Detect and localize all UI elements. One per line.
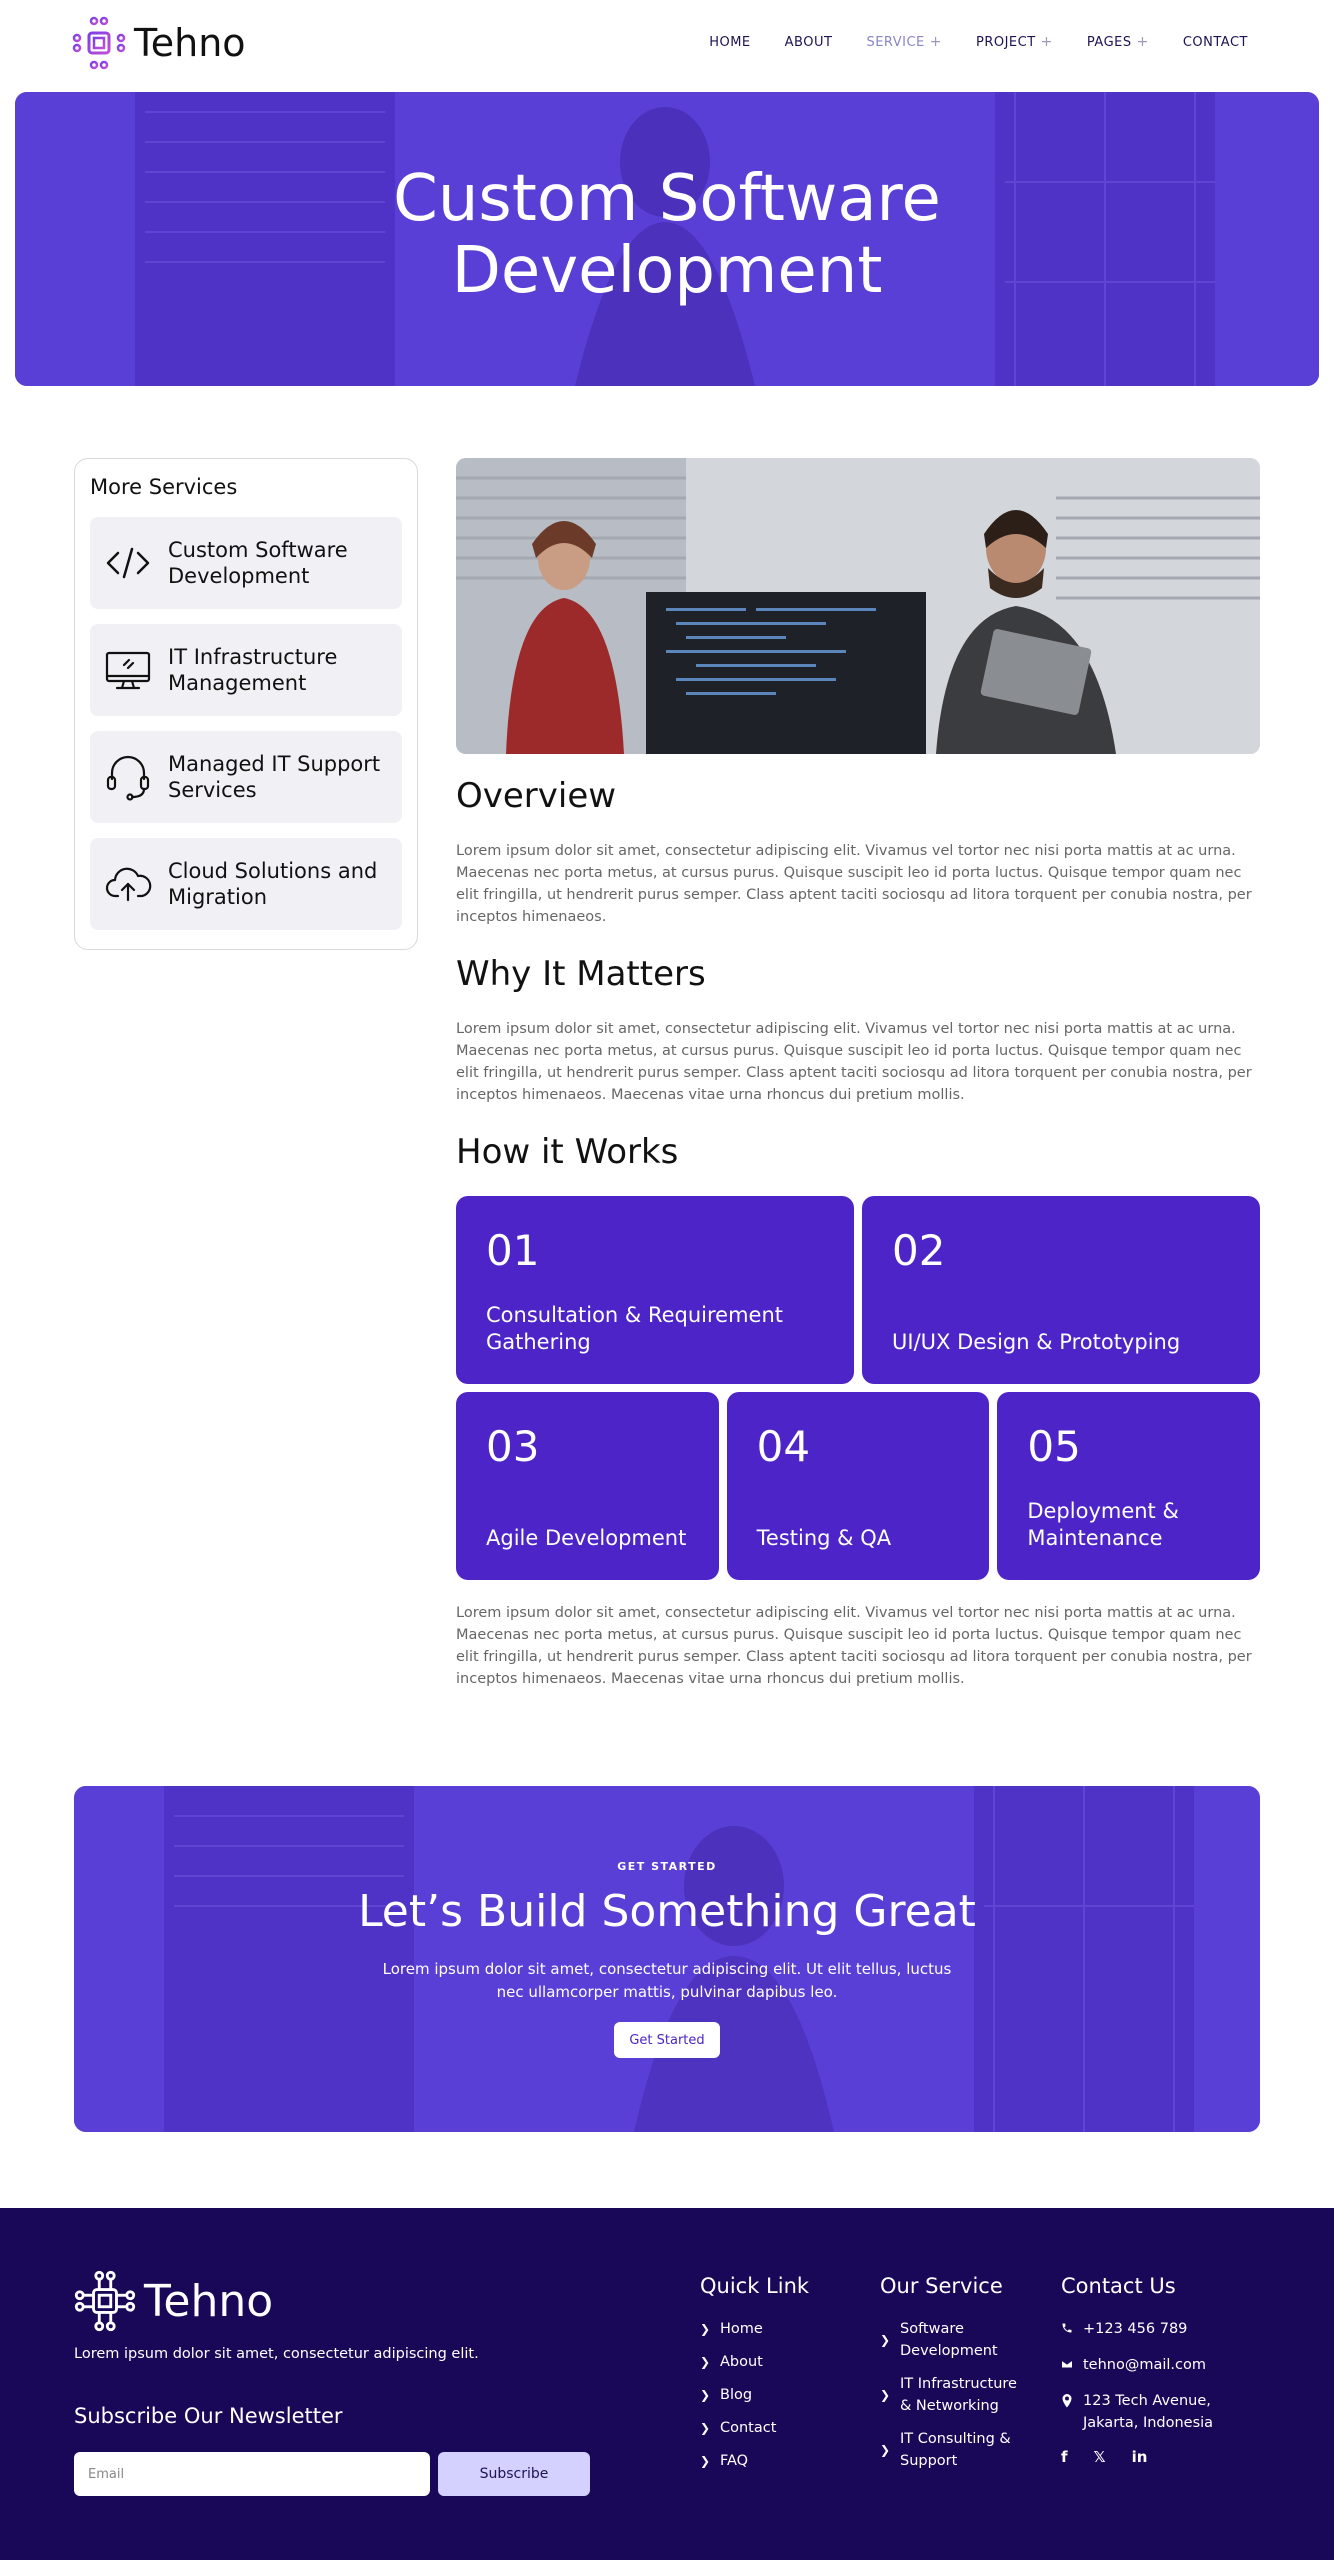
team-photo-image — [456, 458, 1260, 754]
site-footer — [0, 2208, 1334, 2560]
logo-text: Tehno — [134, 21, 246, 65]
chevron-right-icon: ❯ — [700, 2355, 711, 2369]
footer-logo[interactable] — [74, 2270, 273, 2332]
quick-link-contact[interactable] — [700, 2417, 860, 2439]
quick-link-blog[interactable] — [700, 2384, 860, 2406]
nav-project[interactable] — [976, 34, 1053, 50]
monitor-icon — [104, 646, 152, 694]
nav-home-label: HOME — [709, 34, 751, 50]
link-label: FAQ — [720, 2453, 749, 2469]
location-pin-icon — [1061, 2394, 1073, 2408]
address-text: 123 Tech Avenue, Jakarta, Indonesia — [1083, 2393, 1214, 2431]
newsletter-title: Subscribe Our Newsletter — [74, 2404, 343, 2428]
contact-phone[interactable] — [1061, 2318, 1251, 2340]
x-icon[interactable]: 𝕏 — [1093, 2448, 1106, 2466]
page-hero — [15, 92, 1319, 386]
quick-link-about[interactable] — [700, 2351, 860, 2373]
email-text: tehno@mail.com — [1083, 2357, 1207, 2373]
link-label: IT Infrastructure & Networking — [900, 2376, 1017, 2414]
steps-row-2 — [456, 1392, 1260, 1580]
overview-heading: Overview — [456, 776, 617, 816]
quick-links-column — [700, 2274, 860, 2483]
step-card — [997, 1392, 1260, 1580]
quick-link-faq[interactable] — [700, 2450, 860, 2472]
our-service-column — [880, 2274, 1030, 2483]
nav-home[interactable] — [709, 34, 750, 50]
step-label: UI/UX Design & Prototyping — [892, 1330, 1181, 1355]
nav-about[interactable] — [785, 34, 833, 50]
link-label: About — [720, 2354, 763, 2370]
chevron-right-icon: ❯ — [880, 2388, 891, 2402]
link-label: Software Development — [900, 2321, 998, 2359]
phone-text: +123 456 789 — [1083, 2321, 1188, 2337]
nav-project-label: PROJECT — [975, 34, 1036, 50]
more-services-panel — [74, 458, 418, 950]
code-icon — [104, 539, 152, 587]
step-card — [727, 1392, 990, 1580]
facebook-icon[interactable]: f — [1061, 2448, 1068, 2466]
subscribe-button[interactable]: Subscribe — [438, 2452, 590, 2496]
sidebar-item-label: Custom Software Development — [168, 537, 348, 588]
service-link-infrastructure[interactable] — [880, 2373, 1030, 2417]
step-label: Testing & QA — [756, 1526, 892, 1551]
step-card — [862, 1196, 1260, 1384]
plus-icon: + — [1040, 34, 1053, 50]
get-started-button[interactable]: Get Started — [614, 2022, 720, 2058]
chip-logo-icon — [74, 2270, 136, 2332]
nav-service-label: SERVICE — [866, 34, 925, 50]
cta-banner — [74, 1786, 1260, 2132]
how-heading: How it Works — [456, 1132, 679, 1172]
cta-eyebrow: GET STARTED — [617, 1860, 717, 1873]
cta-text: Lorem ipsum dolor sit amet, consectetur adipiscing elit. Ut elit tellus, luctus nec ullamcorper mattis, pulvinar dapibus leo. — [382, 1960, 952, 2001]
closing-text: Lorem ipsum dolor sit amet, consectetur adipiscing elit. Vivamus vel tortor nec nisi porta mattis at ac urna. Maecenas nec porta metus, at cursus purus. Quisque suscipit leo id porta luctus. Quisque tempor quam nec elit fringilla, ut hendrerit purus semper. Class aptent taciti sociosqu ad litora torquent per conubia nostra, per inceptos himenaeos. Maecenas vitae urna rhoncus dui pretium mollis. — [456, 1605, 1252, 1687]
service-photo — [456, 458, 1260, 754]
step-card — [456, 1196, 854, 1384]
step-number: 01 — [486, 1226, 540, 1275]
contact-title: Contact Us — [1061, 2274, 1176, 2298]
cloud-upload-icon — [104, 860, 152, 908]
headset-icon — [104, 753, 152, 801]
nav-contact[interactable] — [1183, 34, 1248, 50]
sidebar-item-managed-it-support[interactable] — [90, 731, 402, 823]
chevron-right-icon: ❯ — [700, 2322, 711, 2336]
link-label: IT Consulting & Support — [900, 2431, 1011, 2469]
overview-text: Lorem ipsum dolor sit amet, consectetur adipiscing elit. Vivamus vel tortor nec nisi porta mattis at ac urna. Maecenas nec porta metus, at cursus purus. Quisque suscipit leo id porta luctus. Quisque tempor quam nec elit fringilla, ut hendrerit purus semper. Class aptent taciti sociosqu ad litora torquent per conubia nostra, per inceptos himenaeos. — [456, 843, 1252, 925]
link-label: Home — [720, 2321, 763, 2337]
contact-address — [1061, 2390, 1251, 2434]
step-number: 05 — [1027, 1422, 1081, 1471]
step-label: Deployment & Maintenance — [1027, 1499, 1179, 1551]
service-link-software[interactable] — [880, 2318, 1030, 2362]
more-services-title: More Services — [90, 475, 238, 499]
logo[interactable] — [72, 16, 246, 70]
contact-column — [1061, 2274, 1251, 2466]
step-label: Consultation & Requirement Gathering — [486, 1303, 784, 1355]
link-label: Contact — [720, 2420, 777, 2436]
step-number: 03 — [486, 1422, 540, 1471]
quick-link-home[interactable] — [700, 2318, 860, 2340]
sidebar-item-label: IT Infrastructure Management — [168, 644, 338, 695]
page-title — [15, 164, 1319, 307]
our-service-title: Our Service — [880, 2274, 1003, 2298]
chevron-right-icon: ❯ — [880, 2333, 891, 2347]
why-heading: Why It Matters — [456, 954, 706, 994]
service-link-consulting[interactable] — [880, 2428, 1030, 2472]
chevron-right-icon: ❯ — [700, 2421, 711, 2435]
chevron-right-icon: ❯ — [880, 2443, 891, 2457]
plus-icon: + — [1136, 34, 1149, 50]
plus-icon: + — [929, 34, 942, 50]
main-nav — [709, 34, 1248, 50]
contact-email[interactable] — [1061, 2354, 1251, 2376]
linkedin-icon[interactable]: in — [1131, 2448, 1148, 2466]
nav-service[interactable] — [866, 34, 942, 50]
chevron-right-icon: ❯ — [700, 2388, 711, 2402]
steps-row-1 — [456, 1196, 1260, 1384]
footer-logo-text: Tehno — [144, 2275, 274, 2327]
phone-icon — [1061, 2322, 1073, 2334]
mail-icon — [1061, 2358, 1073, 2370]
step-number: 02 — [892, 1226, 946, 1275]
page-title-line1: Custom Software — [393, 162, 941, 236]
step-number: 04 — [756, 1422, 811, 1471]
cta-title: Let’s Build Something Great — [358, 1886, 976, 1937]
nav-contact-label: CONTACT — [1182, 34, 1248, 50]
why-text: Lorem ipsum dolor sit amet, consectetur adipiscing elit. Vivamus vel tortor nec nisi porta mattis at ac urna. Maecenas nec porta metus, at cursus purus. Quisque suscipit leo id porta luctus. Quisque tempor quam nec elit fringilla, ut hendrerit purus semper. Class aptent taciti sociosqu ad litora torquent per conubia nostra, per inceptos himenaeos. Maecenas vitae urna rhoncus dui pretium mollis. — [456, 1021, 1252, 1103]
chevron-right-icon: ❯ — [700, 2454, 711, 2468]
link-label: Blog — [720, 2387, 753, 2403]
quick-links-title: Quick Link — [700, 2274, 810, 2298]
footer-tagline: Lorem ipsum dolor sit amet, consectetur adipiscing elit. — [74, 2346, 479, 2362]
sidebar-item-label: Managed IT Support Services — [168, 751, 381, 802]
nav-about-label: ABOUT — [784, 34, 833, 50]
sidebar-item-it-infrastructure[interactable] — [90, 624, 402, 716]
sidebar-item-label: Cloud Solutions and Migration — [168, 858, 378, 909]
chip-logo-icon — [72, 16, 126, 70]
nav-pages-label: PAGES — [1086, 34, 1132, 50]
sidebar-item-custom-software[interactable] — [90, 517, 402, 609]
newsletter-email-input[interactable]: Email — [74, 2452, 430, 2496]
site-header — [0, 0, 1334, 90]
step-label: Agile Development — [486, 1526, 687, 1551]
step-card — [456, 1392, 719, 1580]
social-links — [1061, 2448, 1251, 2466]
nav-pages[interactable] — [1087, 34, 1149, 50]
sidebar-item-cloud-solutions[interactable] — [90, 838, 402, 930]
page-title-line2: Development — [451, 233, 883, 308]
